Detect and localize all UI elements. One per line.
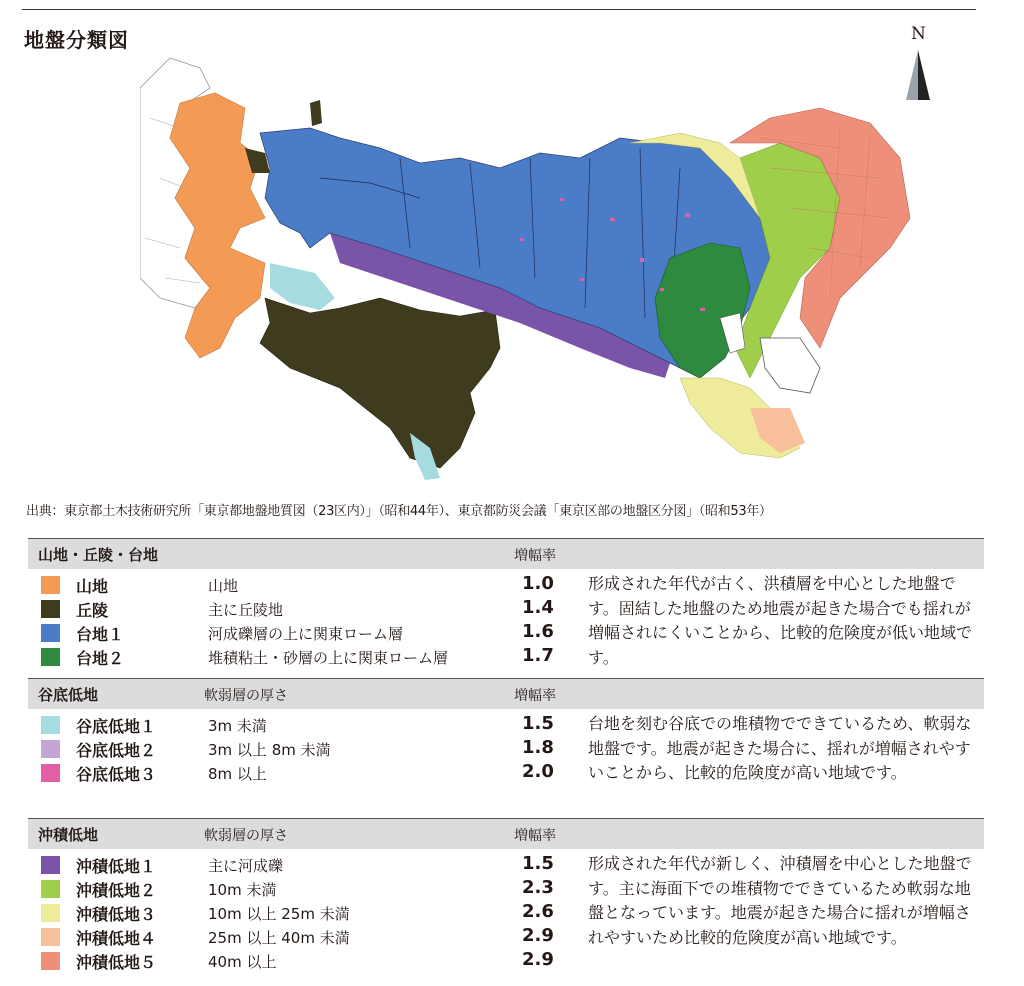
legend-desc: 堆積粘土・砂層の上に関東ローム層 bbox=[208, 649, 449, 667]
legend-row bbox=[28, 853, 568, 877]
legend-value: 1.4 bbox=[522, 597, 554, 618]
section-header bbox=[28, 538, 984, 569]
legend-value: 1.0 bbox=[522, 573, 554, 594]
legend-value: 2.3 bbox=[522, 877, 554, 898]
legend-value: 2.6 bbox=[522, 901, 554, 922]
legend-value: 2.9 bbox=[522, 949, 554, 970]
legend-desc: 山地 bbox=[208, 577, 239, 595]
north-label: N bbox=[911, 24, 926, 44]
legend-value: 2.9 bbox=[522, 925, 554, 946]
map-region-hills bbox=[260, 298, 500, 468]
legend-swatch bbox=[41, 880, 60, 898]
legend-row bbox=[28, 573, 568, 597]
legend-value: 2.0 bbox=[522, 761, 554, 782]
legend-name: 沖積低地５ bbox=[76, 953, 157, 972]
legend-section-upland bbox=[28, 538, 984, 679]
legend-row bbox=[28, 901, 568, 925]
section-subheading: 軟弱層の厚さ bbox=[204, 828, 288, 844]
legend-value: 1.7 bbox=[522, 645, 554, 666]
section-subheading: 軟弱層の厚さ bbox=[204, 688, 288, 704]
legend-name: 沖積低地３ bbox=[76, 905, 157, 924]
legend-swatch bbox=[41, 764, 60, 782]
amplification-label: 増幅率 bbox=[514, 828, 556, 844]
section-header bbox=[28, 818, 984, 849]
legend-section-alluvial bbox=[28, 818, 984, 979]
ground-classification-map bbox=[140, 48, 920, 488]
legend-name: 谷底低地１ bbox=[76, 717, 157, 736]
legend-swatch bbox=[41, 740, 60, 758]
legend-swatch bbox=[41, 904, 60, 922]
legend-row bbox=[28, 645, 568, 669]
legend-row bbox=[28, 597, 568, 621]
legend-value: 1.6 bbox=[522, 621, 554, 642]
section-header bbox=[28, 678, 984, 709]
legend-row bbox=[28, 737, 568, 761]
legend-desc: 40m 以上 bbox=[208, 953, 277, 971]
legend-name: 丘陵 bbox=[76, 601, 109, 620]
legend-swatch bbox=[41, 624, 60, 642]
section-heading: 谷底低地 bbox=[38, 686, 99, 704]
legend-swatch bbox=[41, 928, 60, 946]
legend-desc: 主に河成礫 bbox=[208, 857, 284, 875]
legend-row bbox=[28, 949, 568, 973]
legend-section-valley bbox=[28, 678, 984, 819]
section-description: 形成された年代が古く、洪積層を中心とした地盤です。固結した地盤のため地震が起きた場合でも揺れが増幅されにくいことから、比較的危険度が低い地域です。 bbox=[588, 574, 973, 667]
legend-swatch bbox=[41, 952, 60, 970]
map-bay-outline bbox=[760, 338, 820, 393]
section-heading: 山地・丘陵・台地 bbox=[38, 546, 159, 564]
legend-value: 1.8 bbox=[522, 737, 554, 758]
page-title: 地盤分類図 bbox=[24, 28, 129, 52]
section-description: 台地を刻む谷底での堆積物でできているため、軟弱な地盤です。地震が起きた場合に、揺れが増幅されやすいことから、比較的危険度が高い地域です。 bbox=[588, 714, 972, 782]
legend-row bbox=[28, 761, 568, 785]
legend-name: 台地２ bbox=[76, 649, 125, 668]
top-rule bbox=[22, 9, 976, 10]
legend-row bbox=[28, 621, 568, 645]
legend-swatch bbox=[41, 716, 60, 734]
legend-name: 沖積低地１ bbox=[76, 857, 157, 876]
legend-desc: 8m 以上 bbox=[208, 765, 267, 783]
legend-desc: 10m 未満 bbox=[208, 881, 277, 899]
legend-row bbox=[28, 713, 568, 737]
legend-value: 1.5 bbox=[522, 853, 554, 874]
legend-swatch bbox=[41, 856, 60, 874]
legend-swatch bbox=[41, 600, 60, 618]
legend-desc: 3m 以上 8m 未満 bbox=[208, 741, 331, 759]
legend-desc: 25m 以上 40m 未満 bbox=[208, 929, 350, 947]
section-description: 形成された年代が新しく、沖積層を中心とした地盤です。主に海面下での堆積物でできているため軟弱な地盤となっています。地震が起きた場合に揺れが増幅されやすいため比較的危険度が高い地域です。 bbox=[588, 854, 972, 947]
legend-value: 1.5 bbox=[522, 713, 554, 734]
legend-name: 台地１ bbox=[76, 625, 125, 644]
legend-swatch bbox=[41, 648, 60, 666]
legend-desc: 河成礫層の上に関東ローム層 bbox=[208, 625, 404, 643]
legend-name: 谷底低地３ bbox=[76, 765, 157, 784]
amplification-label: 増幅率 bbox=[514, 548, 556, 564]
legend-desc: 10m 以上 25m 未満 bbox=[208, 905, 350, 923]
legend-row bbox=[28, 877, 568, 901]
legend-name: 沖積低地２ bbox=[76, 881, 157, 900]
legend-row bbox=[28, 925, 568, 949]
amplification-label: 増幅率 bbox=[514, 688, 556, 704]
legend-desc: 3m 未満 bbox=[208, 717, 267, 735]
source-citation: 出典：東京都土木技術研究所「東京都地盤地質図（23区内）」（昭和44年）、東京都防災会議「東京区部の地盤区分図」（昭和53年） bbox=[26, 504, 772, 519]
legend-name: 沖積低地４ bbox=[76, 929, 157, 948]
legend-name: 谷底低地２ bbox=[76, 741, 157, 760]
legend-swatch bbox=[41, 576, 60, 594]
legend-name: 山地 bbox=[76, 577, 109, 596]
section-heading: 沖積低地 bbox=[38, 826, 99, 844]
legend-desc: 主に丘陵地 bbox=[208, 601, 284, 619]
